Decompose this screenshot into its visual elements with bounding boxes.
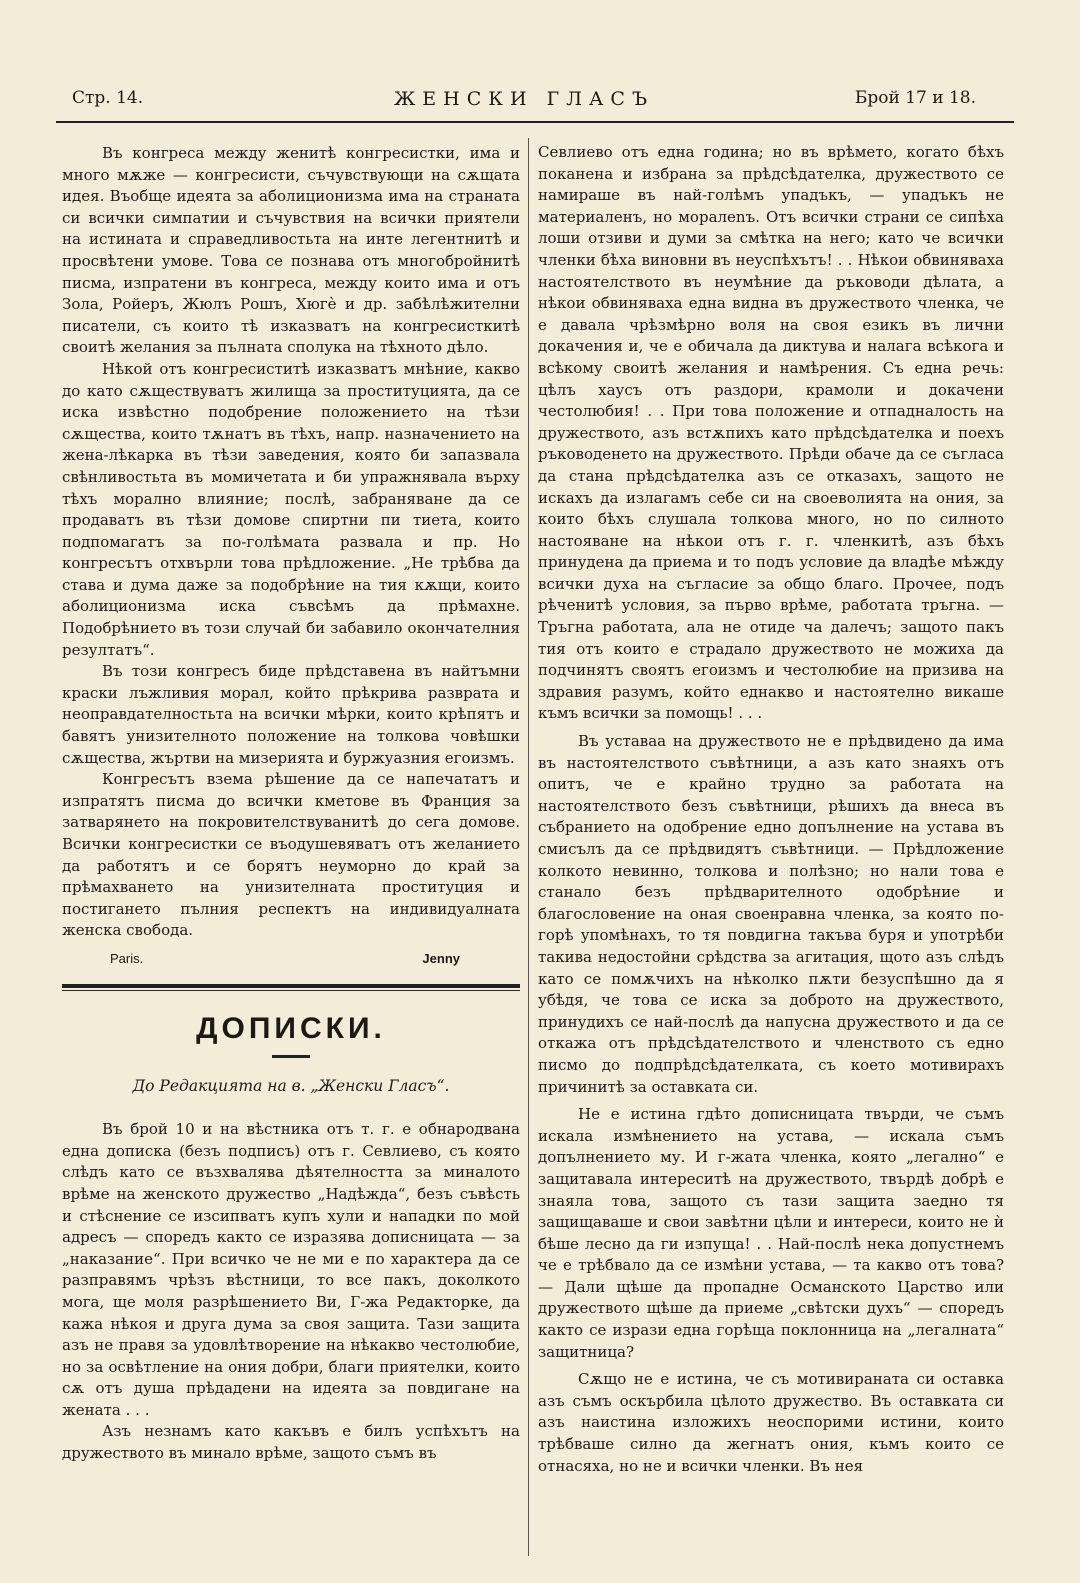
newspaper-title: ЖЕНСКИ ГЛАСЪ xyxy=(393,88,655,110)
section-rule xyxy=(62,984,520,991)
page-header xyxy=(72,88,976,118)
article-paragraph: Въ този конгресъ биде прѣдставена въ найтъмни краски лъжливия морал, който прѣкрива разврата и неоправдателностьта на всички мѣрки, които крѣпятъ и бавятъ унизителното положение на толкова човѣшки сѫщества, жъртви на мизерията и буржуазния егоизмъ. xyxy=(62,662,520,767)
title-ornament xyxy=(272,1055,310,1058)
article-paragraph: Конгресътъ взема рѣшение да се напечататъ и изпратятъ писма до всички кметове въ Франция за затварянето на покровителствуванитѣ до сега домове. Всички конгресистки се въодушевяватъ отъ желанието да работятъ и се борятъ неуморно до край за прѣмахването на унизителната проституция и постигането пълния респектъ на индивидуалната женска свобода. xyxy=(62,770,520,940)
left-column xyxy=(62,143,520,1465)
letter-address: До Редакцията на в. „Женски Гласъ“. xyxy=(132,1076,450,1095)
letter-paragraph: Азъ незнамъ като какъвъ е билъ успѣхътъ на дружеството въ минало врѣме, защото съмъ въ xyxy=(62,1422,520,1463)
article-signature xyxy=(62,942,520,970)
column-divider xyxy=(528,138,529,1556)
header-rule xyxy=(56,121,1014,123)
issue-number: Брой 17 и 18. xyxy=(854,88,976,108)
signature-place: Paris. xyxy=(110,950,144,966)
letter-paragraph: Севлиево отъ една година; но въ врѣмето, когато бѣхъ поканена и избрана за прѣдсѣдателка, дружеството се намираше въ най-голѣмъ упадъкъ, — упадъкъ не материаленъ, но моралenъ. Отъ всички страни се сипѣха лоши отзиви и думи за смѣтка на него; като че всички членки бѣха виновни въ неуспѣхътъ! . . Нѣкои обвиняваха настоятелството въ неумѣние да ръководи дѣлата, а нѣкои обвиняваха една видна въ дружеството членка, че е давала чрѣзмѣрно воля на своя езикъ въ лични докачения и, че е обичала да диктува и налага всѣкога и всѣкому своитѣ желания и намѣрения. Съ една речь: цѣлъ хаусъ отъ раздори, крамоли и докачени честолюбия! . . При това положение и отпадналость на дружеството, азъ встѫпихъ като прѣдсѣдателка и поехъ ръководенето на дружеството. Прѣди обаче да се съгласа да стана прѣдсѣдателка азъ се отказахъ, защото не искахъ да излагамъ себе си на своеволията на ония, за които бѣхъ слушала толкова много, но по силното настояване на нѣкои отъ г. г. членкитѣ, азъ бѣхъ принудена да приема и то подъ условие да владѣе мѣжду всички духа на съгласие за общо благо. Прочее, подъ рѣченитѣ условия, за първо врѣме, работата тръгна. — Тръгна работата, ала не отиде ча далечъ; защото пакъ тия отъ които е страдало дружеството не можиха да подчинятъ своятъ егоизмъ и честолюбие на призива на здравия разумъ, който еднакво и настоятелно викаше къмъ всички за помощь! . . . xyxy=(538,143,1004,723)
letter-paragraph: Сѫщо не е истина, че съ мотивираната си оставка азъ съмъ оскърбила цѣлото дружество. Въ оставката си азъ наистина изложихъ неоспорими истини, които трѣбваше силно да жегнатъ ония, къмъ които се отнасяха, но не и всички членки. Въ нея xyxy=(538,1370,1004,1475)
signature-name: Jenny xyxy=(422,950,460,966)
letter-paragraph: Не е истина гдѣто дописницата твърди, че съмъ искала измѣнението на устава, — искала съмъ допълнението му. И г-жата членка, която „легално“ е защитавала интереситѣ на дружеството, твърдѣ добрѣ е знаяла това, защото съ тази защита заедно тя защищаваше и свои завѣтни цѣли и интереси, които не ѝ бѣше лесно да ги изпуща! . . Най-послѣ нека допустнемъ че е трѣбвало да се измѣни устава, — та какво отъ това? — Дали щѣше да пропадне Османското Царство или дружеството щѣше да приеме „свѣтски духъ“ — споредъ както се изрази една горѣща поклонница на „легалната“ защитница? xyxy=(538,1105,1004,1361)
letter-paragraph: Въ брой 10 и на вѣстника отъ т. г. е обнародвана една дописка (безъ подписъ) отъ г. Севлиево, съ която слѣдъ като се възхвалява дѣятелността за миналото врѣме на женското дружество „Надѣжда“, безъ съвѣсть и стѣснение се изсипватъ купъ хули и нападки по мой адресъ — споредъ както се изразява дописницата — за „наказание“. При всичко че не ми е по характера да се разправямъ чрѣзъ вѣстници, то все пакъ, доколкото мога, ще моля разрѣшението Ви, Г-жа Редакторке, да кажа нѣкоя и друга дума за своя защита. Тази защита азъ не правя за удовлѣтворение на нѣкакво честолюбие, но за освѣтление на ония добри, благи приятелки, които сѫ отъ душа прѣдадени на идеята за повдигане на жената . . . xyxy=(62,1120,520,1419)
article-paragraph: Нѣкой отъ конгресиститѣ изказватъ мнѣние, какво до като сѫществуватъ жилища за проституцията, да се иска извѣстно подобрение положението на тѣзи сѫщества, които тѫнатъ въ тѣхъ, напр. назначението на жена-лѣкарка въ тѣзи заведения, която би запазвала свѣнливостьта въ момичетата и би упражнявала върху тѣхъ морално влияние; послѣ, забраняване да се продаватъ въ тѣзи домове спиртни пи тиета, които подпомагатъ за по-голѣмата развала и пр. Но конгресътъ отхвърли това прѣдложение. „Не трѣбва да става и дума даже за подобрѣние на тия кѫщи, които аболиционизма иска съвсѣмъ да прѣмахне. Подобрѣнието въ този случай би забавило окончателния резултатъ“. xyxy=(62,359,520,659)
right-column xyxy=(538,142,1004,1477)
article-paragraph: Въ конгреса между женитѣ конгресистки, има и много мѫже — конгресисти, съчувствующи на сѫщата идея. Въобще идеята за аболиционизма има на страната си всички симпатии и съчувствия на всички приятели на истината и справедливостьта на инте легентнитѣ и просвѣтени умове. Това се познава отъ многобройнитѣ писма, изпратени въ конгреса, между които има и отъ Зола, Ройеръ, Жюлъ Рошъ, Хюгѐ и др. забѣлѣжителни писатели, съ които тѣ изказватъ на конгресисткитѣ своитѣ желания за пълната сполука на тѣхното дѣло. xyxy=(62,144,520,357)
letter-paragraph: Въ уставаa на дружеството не е прѣдвидено да има въ настоятелството съвѣтници, а азъ като знаяхъ отъ опитъ, че е крайно трудно за работата на настоятелството безъ съвѣтници, рѣшихъ да внеса въ събранието на одобрение едно допълнение на устава въ смисълъ да се прѣдвидятъ съвѣтници. — Прѣдложение колкото невинно, толкова и полѣзно; но нали това е станало безъ прѣдварителното одобрѣние и благословение на оная своенравна членка, за която по-горѣ упомѣнахъ, то тя повдигна такъва буря и употрѣби такива недостойни срѣдства за агитация, щото азъ слѣдъ като се помѫчихъ на нѣколко пѫти безуспѣшно да я убѣдя, че това се иска за доброто на дружеството, принудихъ се най-послѣ да напусна дружеството и да се откажа отъ прѣдсѣдателството и членството съ едно писмо до подпрѣдсѣдателката, съ което мотивирахъ причинитѣ за оставката си. xyxy=(538,732,1004,1096)
page-number: Стр. 14. xyxy=(72,88,144,108)
section-title: ДОПИСКИ. xyxy=(196,1011,386,1045)
